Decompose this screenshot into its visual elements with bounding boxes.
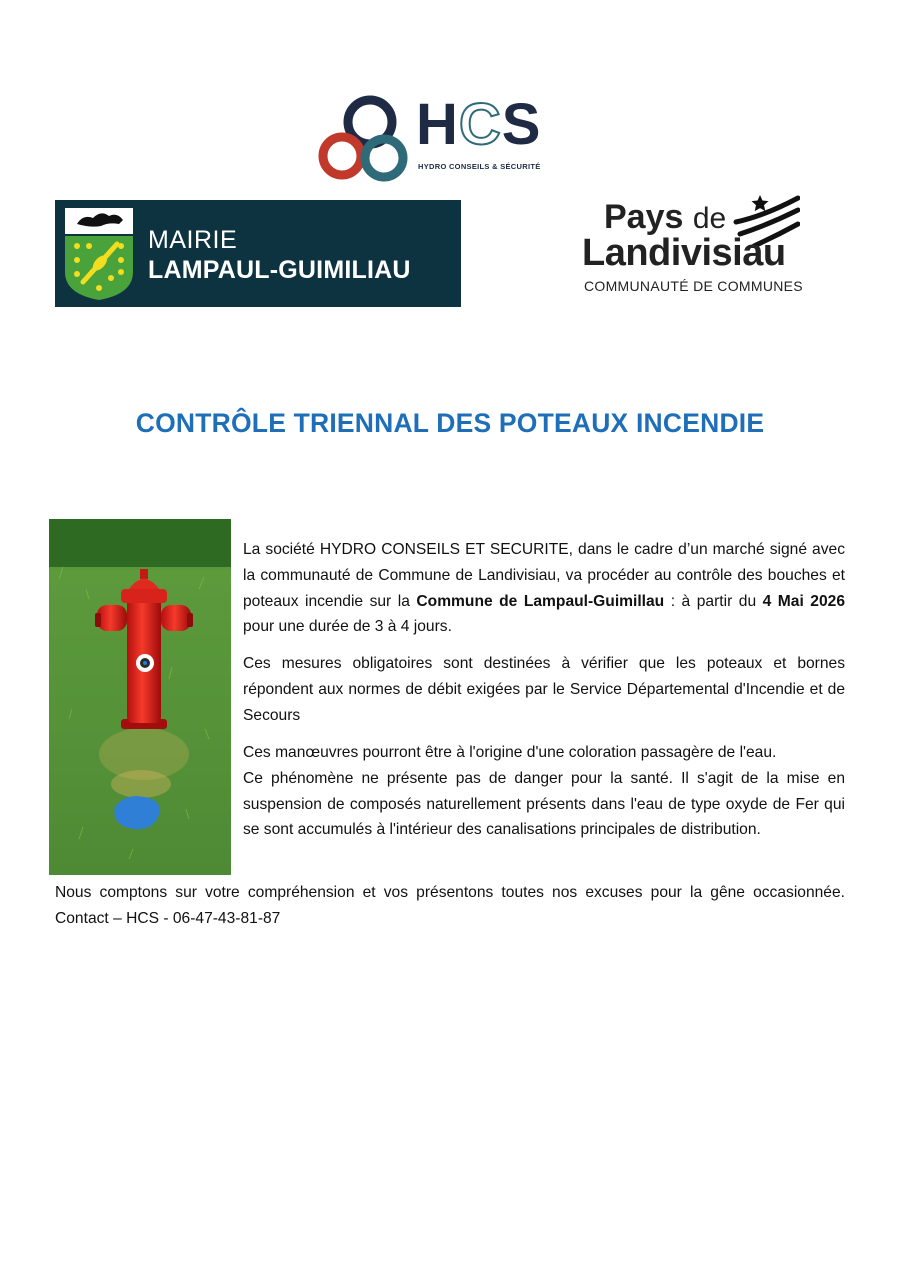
start-date-emphasis: 4 Mai 2026 (762, 592, 845, 610)
hcs-subtitle: HYDRO CONSEILS & SÉCURITÉ (418, 162, 541, 171)
coat-of-arms-icon (63, 206, 135, 302)
coloration-first-line: Ces manœuvres pourront être à l'origine d'une coloration passagère de l'eau. (243, 744, 777, 761)
intro-paragraph (243, 537, 845, 640)
page-title: CONTRÔLE TRIENNAL DES POTEAUX INCENDIE (135, 408, 765, 438)
closing-paragraph: Nous comptons sur votre compréhension et vos présentons toutes nos excuses pour la gêne occasionnée. Contact – HCS - 06-47-43-81-87 (55, 884, 845, 927)
intro-text: La société HYDRO CONSEILS ET SECURITE, dans le cadre d’un marché signé avec la communauté de Commune de Landivisiau, va procéder au contrôle des bouches et poteaux incendie sur la (243, 541, 845, 610)
pays-landivisiau-logo (580, 192, 830, 302)
hcs-wordmark: HCS (416, 92, 542, 157)
mairie-label: MAIRIE (148, 226, 238, 254)
intro-text-3: pour une durée de 3 à 4 jours. (243, 618, 452, 636)
landivisiau-label: Landivisiau (582, 232, 786, 274)
communaute-label: COMMUNAUTÉ DE COMMUNES (584, 278, 803, 294)
fire-hydrant-photo (49, 519, 231, 875)
mairie-banner (55, 200, 461, 307)
coloration-text: Ce phénomène ne présente pas de danger pour la santé. Il s'agit de la mise en suspension de composés naturellement présents dans l'eau de type oxyde de Fer qui se sont accumulés à l'intérieur des canalisations principales de distribution. (243, 769, 845, 839)
fire-hydrant-image (49, 519, 231, 875)
hcs-knot-icon (318, 92, 414, 184)
pays-label: Pays de (604, 198, 727, 236)
hcs-logo (318, 92, 568, 184)
measures-paragraph: Ces mesures obligatoires sont destinées à vérifier que les poteaux et bornes répondent aux normes de débit exigées par le Service Départemental d'Incendie et de Secours (243, 655, 845, 724)
commune-emphasis: Commune de Lampaul-Guimillau (416, 592, 665, 610)
intro-text-2: : à partir du (664, 592, 763, 610)
commune-name-label: LAMPAUL-GUIMILIAU (148, 256, 411, 284)
coloration-paragraph (243, 740, 845, 843)
